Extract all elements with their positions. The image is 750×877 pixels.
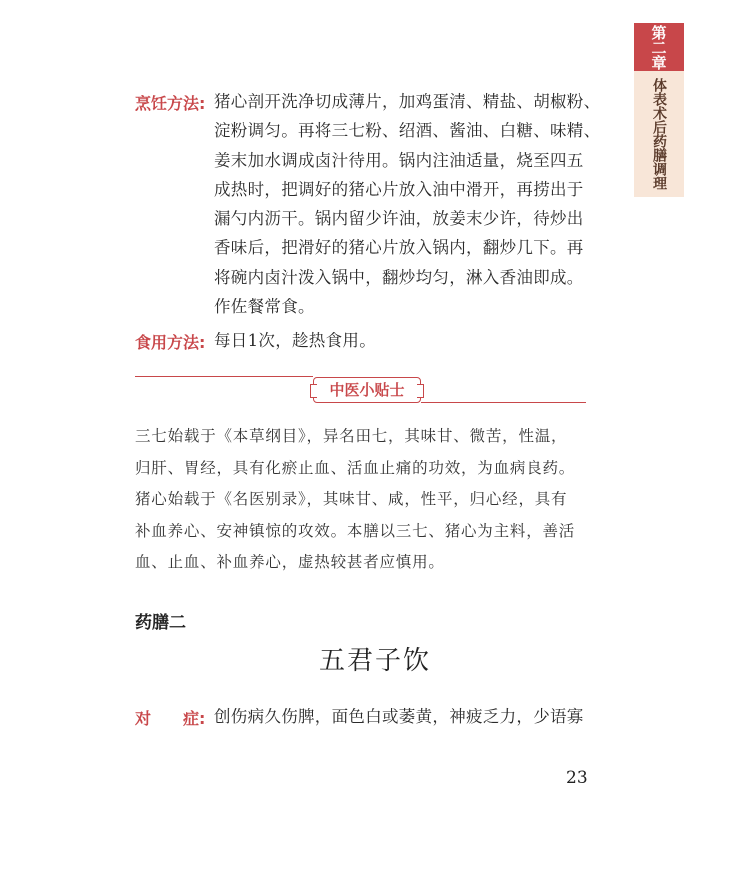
tips-heading: 中医小贴士 [313,377,421,403]
chapter-tab: 第二章 [634,23,684,71]
cooking-method-label: 烹饪方法: [135,94,206,113]
tips-rule-left [135,376,313,377]
tips-body [135,421,595,579]
cooking-line: 成热时，把调好的猪心片放入油中滑开，再捞出于 [214,179,584,199]
eating-line: 每日1次，趁热食用。 [214,331,376,350]
recipe-section-label: 药膳二 [135,613,186,633]
indication-text [214,702,594,731]
cooking-line: 猪心剖开洗净切成薄片，加鸡蛋清、精盐、胡椒粉、 [214,92,601,111]
tips-rule-right [421,402,586,403]
cooking-line: 姜末加水调成卤汁待用。锅内注油适量，烧至四五 [214,150,584,170]
tips-line: 补血养心、安神镇惊的攻效。本膳以三七、猪心为主料，善活 [135,521,576,540]
tips-line: 三七始载于《本草纲目》，异名田七，其味甘、微苦，性温， [135,427,568,445]
cooking-line: 将碗内卤汁泼入锅中，翻炒均匀，淋入香油即成。 [214,267,584,287]
cooking-method-text [214,87,601,321]
cooking-line: 作佐餐常食。 [214,297,315,317]
cooking-line: 香味后，把滑好的猪心片放入锅内，翻炒几下。再 [214,238,584,258]
page-number: 23 [566,768,588,788]
cooking-line: 漏勺内沥干。锅内留少许油，放姜末少许，待炒出 [214,209,584,229]
eating-method-text [214,326,594,355]
indication-line: 创伤病久伤脾，面色白或萎黄，神疲乏力，少语寡 [214,707,584,726]
cooking-line: 淀粉调匀。再将三七粉、绍酒、酱油、白糖、味精、 [214,121,601,141]
tips-line: 归肝、胃经，具有化瘀止血、活血止痛的功效，为血病良药。 [135,458,576,477]
tips-line: 血、止血、补血养心，虚热较甚者应慎用。 [135,553,445,571]
eating-method-label: 食用方法: [135,333,206,352]
tips-line: 猪心始载于《名医别录》，其味甘、咸，性平，归心经，具有 [135,490,568,508]
indication-label: 对 症: [135,709,206,728]
recipe-title: 五君子饮 [318,646,431,676]
section-tab: 体表术后药膳调理 [634,71,684,197]
